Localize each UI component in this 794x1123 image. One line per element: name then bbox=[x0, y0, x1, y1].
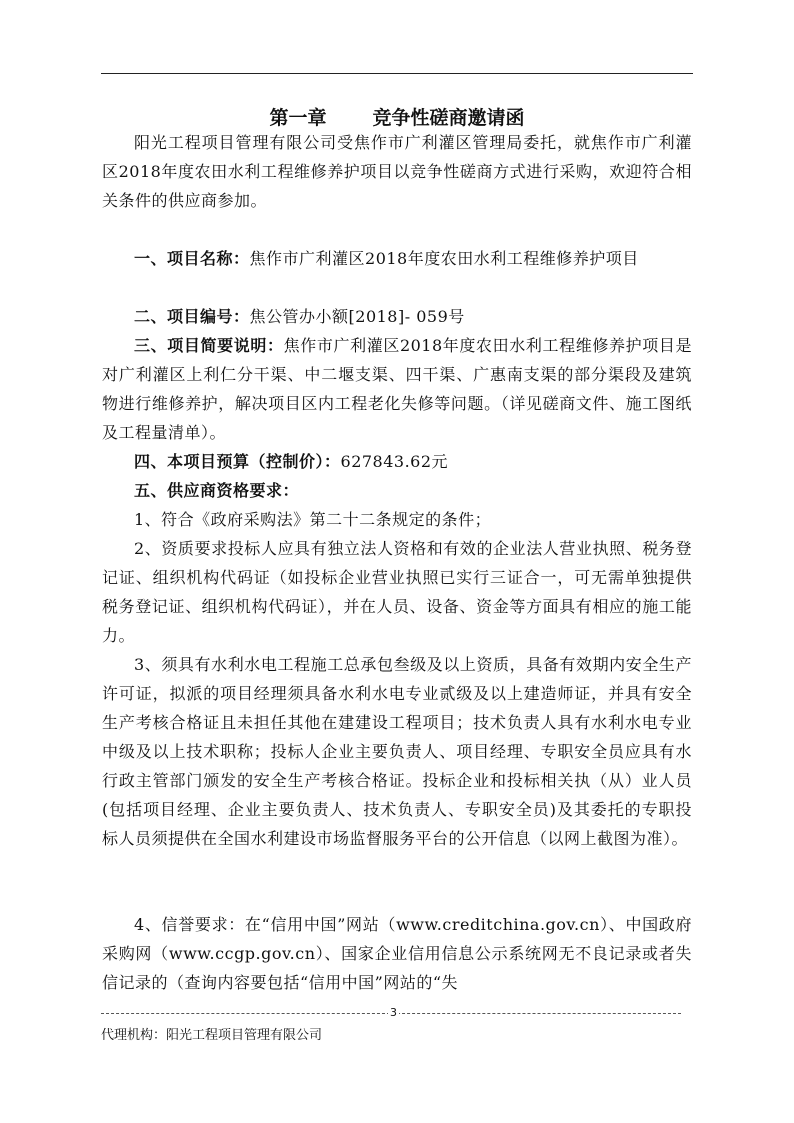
requirement-4: 4、信誉要求：在“信用中国”网站（www.creditchina.gov.cn）、中国政府采购网（www.ccgp.gov.cn）、国家企业信用信息公示系统网无不良记录或者失信记录的（查询内容要包括“信用中国”网站的“失 bbox=[102, 915, 692, 992]
chapter-number: 第一章 bbox=[269, 107, 327, 129]
section-project-description bbox=[102, 331, 692, 447]
section-qualifications-heading: 五、供应商资格要求： bbox=[134, 481, 300, 500]
section-budget-label: 四、本项目预算（控制价）： bbox=[134, 452, 341, 471]
section-project-code bbox=[102, 302, 692, 331]
section-project-description-text: 焦作市广利灌区2018年度农田水利工程维修养护项目是对广利灌区上利仁分干渠、中二堰支渠、四干渠、广惠南支渠的部分渠段及建筑物进行维修养护，解决项目区内工程老化失修等问题。（详见磋商文件、施工图纸及工程量清单）。 bbox=[102, 336, 692, 442]
section-project-name-label: 一、项目名称： bbox=[134, 249, 250, 268]
section-budget bbox=[102, 447, 692, 476]
page-number: 3 bbox=[390, 1006, 397, 1019]
footer-agency: 代理机构：阳光工程项目管理有限公司 bbox=[101, 1028, 323, 1043]
header-rule bbox=[101, 73, 693, 74]
section-project-name bbox=[102, 244, 692, 273]
requirement-3: 3、须具有水利水电工程施工总承包叁级及以上资质，具备有效期内安全生产许可证，拟派的项目经理须具备水利水电专业贰级及以上建造师证，并具有安全生产考核合格证且未担任其他在建建设工程项目；技术负责人具有水利水电专业中级及以上技术职称；投标人企业主要负责人、项目经理、专职安全员应具有水行政主管部门颁发的安全生产考核合格证。投标企业和投标相关执（从）业人员(包括项目经理、企业主要负责人、技术负责人、专职安全员)及其委托的专职投标人员须提供在全国水利建设市场监督服务平台的公开信息（以网上截图为准）。 bbox=[102, 655, 692, 848]
chapter-title: 竞争性磋商邀请函 bbox=[372, 107, 525, 129]
section-project-name-text: 焦作市广利灌区2018年度农田水利工程维修养护项目 bbox=[249, 249, 639, 268]
section-project-code-text: 焦公管办小额[2018]- 059号 bbox=[249, 307, 465, 326]
section-project-code-label: 二、项目编号： bbox=[134, 307, 250, 326]
section-budget-text: 627843.62元 bbox=[340, 452, 449, 471]
requirement-2: 2、资质要求投标人应具有独立法人资格和有效的企业法人营业执照、税务登记证、组织机构代码证（如投标企业营业执照已实行三证合一，可无需单独提供税务登记证、组织机构代码证），并在人员、设备、资金等方面具有相应的施工能力。 bbox=[102, 539, 692, 645]
section-project-description-label: 三、项目简要说明： bbox=[134, 336, 284, 355]
intro-paragraph: 阳光工程项目管理有限公司受焦作市广利灌区管理局委托，就焦作市广利灌区2018年度农田水利工程维修养护项目以竞争性磋商方式进行采购，欢迎符合相关条件的供应商参加。 bbox=[102, 133, 692, 210]
requirement-1: 1、符合《政府采购法》第二十二条规定的条件； bbox=[134, 510, 492, 529]
